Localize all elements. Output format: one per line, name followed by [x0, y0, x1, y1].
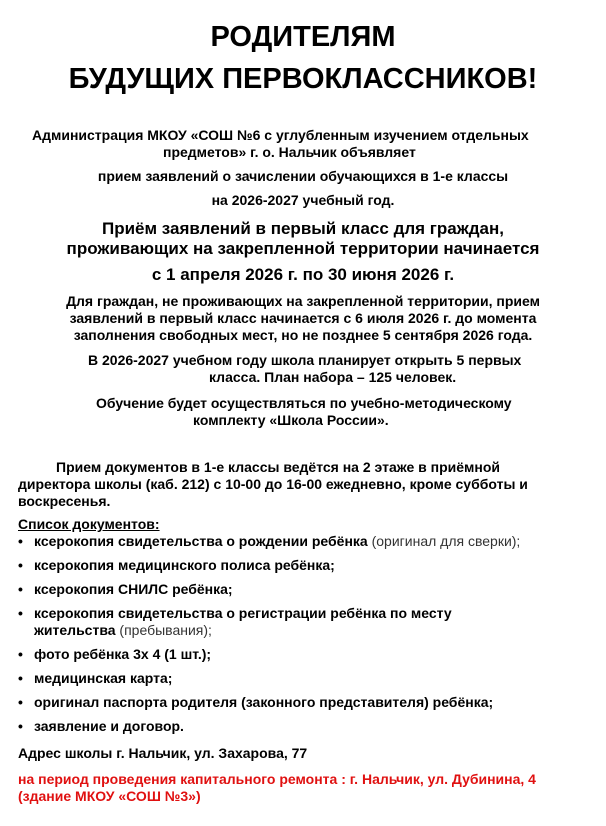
plan-line-1: В 2026-2027 учебном году школа планирует открыть 5 первых — [88, 352, 522, 368]
intro-line-2: предметов» г. о. Нальчик объявляет — [163, 144, 416, 160]
list-item: • ксерокопия медицинского полиса ребёнка; — [18, 557, 335, 573]
program-line-1: Обучение будет осуществляться по учебно-методическому — [96, 395, 512, 411]
reception-line-2: директора школы (каб. 212) с 10-00 до 16-00 ежедневно, кроме субботы и — [18, 476, 528, 492]
temporary-address-line-2: (здание МКОУ «СОШ №3») — [18, 788, 201, 804]
list-item: • ксерокопия свидетельства о регистрации ребёнка по месту жительства (пребывания); — [18, 605, 452, 638]
list-item: • заявление и договор. — [18, 718, 184, 734]
non-resident-line-2: заявлений в первый класс начинается с 6 июля 2026 г. до момента — [69, 310, 537, 326]
intro-line-1: Администрация МКОУ «СОШ №6 с углубленным изучением отдельных — [32, 127, 529, 143]
reception-line-1: Прием документов в 1-е классы ведётся на 2 этаже в приёмной — [56, 459, 501, 475]
non-resident-line-3: заполнения свободных мест, но не позднее 5 сентября 2026 года. — [73, 327, 533, 343]
list-item: • медицинская карта; — [18, 670, 173, 686]
bullet-icon: • — [18, 581, 23, 597]
reception-line-3: воскресенья. — [18, 493, 111, 509]
list-item: • ксерокопия свидетельства о рождении ребёнка (оригинал для сверки); — [18, 533, 521, 549]
documents-title: Список документов: — [18, 516, 160, 532]
heading-line-1: РОДИТЕЛЯМ — [210, 21, 396, 53]
program-line-2: комплекту «Школа России». — [193, 412, 389, 428]
start-line-1: Приём заявлений в первый класс для граждан, — [101, 219, 505, 238]
bullet-icon: • — [18, 646, 23, 662]
bullet-icon: • — [18, 718, 23, 734]
list-item: • фото ребёнка 3х 4 (1 шт.); — [18, 646, 212, 662]
non-resident-line-1: Для граждан, не проживающих на закрепленной территории, прием — [66, 293, 540, 309]
plan-line-2: класса. План набора – 125 человек. — [209, 369, 457, 385]
school-address: Адрес школы г. Нальчик, ул. Захарова, 77 — [18, 745, 308, 761]
intro-line-3: прием заявлений о зачислении обучающихся в 1-е классы — [97, 168, 509, 184]
documents-list — [18, 533, 594, 742]
temporary-address-line-1: на период проведения капитального ремонта : г. Нальчик, ул. Дубинина, 4 — [18, 771, 536, 787]
bullet-icon: • — [18, 557, 23, 573]
intro-line-4: на 2026-2027 учебный год. — [211, 192, 395, 208]
list-item: • ксерокопия СНИЛС ребёнка; — [18, 581, 233, 597]
list-item: • оригинал паспорта родителя (законного представителя) ребёнка; — [18, 694, 494, 710]
bullet-icon: • — [18, 694, 23, 710]
heading-line-2: БУДУЩИХ ПЕРВОКЛАССНИКОВ! — [68, 63, 538, 95]
bullet-icon: • — [18, 533, 23, 549]
start-dates: с 1 апреля 2026 г. по 30 июня 2026 г. — [151, 265, 455, 284]
start-line-2: проживающих на закрепленной территории начинается — [66, 239, 540, 258]
bullet-icon: • — [18, 670, 23, 686]
bullet-icon: • — [18, 605, 23, 621]
